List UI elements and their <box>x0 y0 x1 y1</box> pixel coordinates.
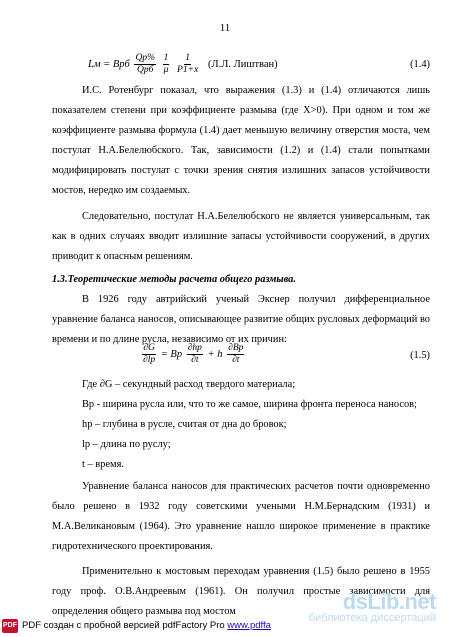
page-number: 11 <box>219 22 231 34</box>
eq15-fraction-1: $\frac{\partial G}{\partial lр}$ <box>143 343 156 365</box>
text-line: определения общего размыва под мостом <box>52 606 236 617</box>
text-line: гидротехнического проектирования. <box>52 541 213 552</box>
text-line: приводит к опасным решениям. <box>52 251 193 262</box>
pdf-icon: PDF <box>2 619 18 633</box>
text-line: времени и по длине русла, независимо от их причин: <box>52 334 287 345</box>
text-line: И.С. Ротенбург показал, что выражения (1.3) и (1.4) отличаются лишь <box>82 85 430 96</box>
text-line: мостов, нередко им создаемых. <box>52 185 191 196</box>
pdffactory-link[interactable]: www.pdffa <box>227 620 271 631</box>
text-line: году проф. О.В.Андреевым (1961). Он получил простые зависимости для <box>52 586 430 597</box>
text-line: М.А.Великановым (1964). Это уравнение нашло широкое применение в практике <box>52 521 430 532</box>
eq15-equals: = Bр <box>160 348 183 360</box>
definition-item: t – время. <box>82 459 124 470</box>
text-line: уравнение баланса наносов, описывающее развитие общих русловых деформаций во <box>52 314 430 325</box>
eq14-fraction-1: $\frac{Qр\%}{\text{Qрб}}$ <box>135 53 155 75</box>
text-line: В 1926 году автрийский ученый Экснер получил дифференциальное <box>82 294 430 305</box>
section-heading: 1.3.Теоретические методы расчета общего размыва. <box>52 274 296 285</box>
eq14-number: (1.4) <box>410 59 430 70</box>
text-line: Следовательно, постулат Н.А.Белелюбского не является универсальным, так <box>82 211 430 222</box>
text-line: показателем степени при коэффициенте размыва (где X>0). При одном и том же <box>52 105 430 116</box>
eq14-lhs: Lм = Bрб <box>88 58 130 70</box>
text-line: постулат Н.А.Белелюбского. Так, зависимости (1.2) и (1.4) стали попытками <box>52 145 430 156</box>
eq15-plus: + h <box>207 348 223 360</box>
definition-item: hр – глубина в русле, считая от дна до бровок; <box>82 419 287 430</box>
dslib-logo: dsLib.net <box>342 589 436 614</box>
eq14-author: (Л.Л. Лиштван) <box>208 59 278 70</box>
definition-item: Bр - ширина русла или, что то же самое, ширина фронта переноса наносов; <box>82 399 417 410</box>
eq15-fraction-3: $\frac{\partial Bр}{\partial t}$ <box>228 343 244 365</box>
text-line: модифицировать постулат с точки зрения снятия излишних запасов устойчивости <box>52 165 430 176</box>
eq14-fraction-2: $\frac{1}{\mu}$ <box>163 53 169 75</box>
text-line: как в одних случаях вводит излишние запасы устойчивости сооружений, в других <box>52 231 430 242</box>
eq14-fraction-3: $\frac{1}{P1+x}$ <box>177 53 199 75</box>
dslib-watermark[interactable] <box>309 589 436 624</box>
definition-item: Где ∂G – секундный расход твердого материала; <box>82 379 296 390</box>
text-line: было решено в 1932 году советскими учеными Н.М.Бернадским (1931) и <box>52 501 430 512</box>
pdf-notice <box>22 620 271 631</box>
text-line: Уравнение баланса наносов для практических расчетов почти одновременно <box>82 481 430 492</box>
text-line: Применительно к мостовым переходам уравнения (1.5) было решено в 1955 <box>82 566 430 577</box>
definition-item: lр – длина по руслу; <box>82 439 171 450</box>
pdf-notice-text: PDF создан с пробной версией pdfFactory Pro <box>22 620 228 631</box>
eq15-fraction-2: $\frac{\partial hр}{\partial t}$ <box>187 343 202 365</box>
eq15-number: (1.5) <box>410 350 430 361</box>
dslib-tagline: библиотека диссертаций <box>308 612 436 624</box>
text-line: коэффициенте размыва формула (1.4) дает меньшую величину отверстия моста, чем <box>52 125 430 136</box>
